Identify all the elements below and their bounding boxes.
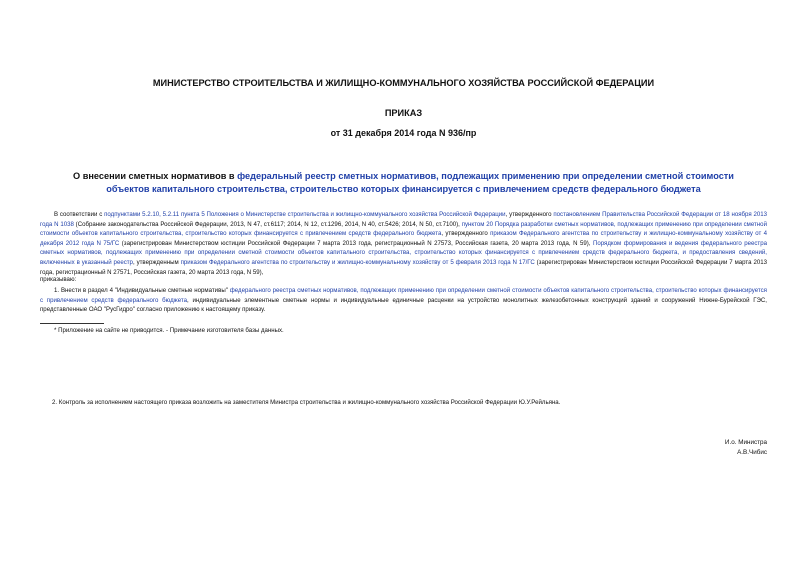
text: В соответствии с [54, 211, 105, 218]
link-federal-registry[interactable]: федерального реестра сметных нормативов, подлежащих применению при определении сметной стоимости объектов капитального строительства, строительство которых финансируется с привлечением средств федерального бюджета [40, 287, 767, 304]
text: (Собрание законодательства Российской Федерации, 2013, N 47, ст.6117; 2014, N 12, ст.1296, 2014, N 40, ст.5426; 2014, N 50, ст.7100), [73, 220, 462, 228]
text: , утвержденным [132, 258, 181, 266]
link-registry-procedure[interactable]: Порядком формирования и ведения федерального реестра сметных нормативов, подлежащих применению при определении сметной стоимости объектов капитального строительства, строительство которых финансируется с привлечением средств федерального бюджета, и предоставления сведений, включенных в указанный реестр [40, 239, 767, 266]
signatory-name: А.В.Чибис [737, 449, 767, 456]
text: 1. Внести в раздел 4 "Индивидуальные сметные нормативы" [54, 287, 230, 294]
text: , индивидуальные элементные сметные нормы и индивидуальные единичные расценки на устройство монолитных железобетонных конструкций зданий и сооружений Нижне-Бурейской ГЭС, представленные ОАО "РусГидро" согласно приложению к настоящему приказу. [40, 296, 767, 314]
link-order-75-gs[interactable]: приказом Федерального агентства по строительству и жилищно-коммунальному хозяйству от 4 декабря 2012 года N 75/ГС [40, 230, 767, 247]
link-order-17-gs[interactable]: приказом Федерального агентства по строительству и жилищно-коммунальному хозяйству от 5 февраля 2013 года N 17/ГС [180, 258, 535, 266]
point-2-paragraph: 2. Контроль за исполнением настоящего приказа возложить на заместителя Министра строительства и жилищно-коммунального хозяйства Российской Федерации Ю.У.Рейльяна. [52, 399, 561, 406]
heading-prefix: О внесении сметных нормативов в [73, 171, 238, 181]
point-1-paragraph [40, 286, 767, 315]
text: (зарегистрирован Министерством юстиции Российской Федерации 7 марта 2013 года, регистрационный N 27571, Российская газета, 20 марта 2013 года, N 59), [40, 258, 768, 276]
link-government-decree[interactable]: постановлением Правительства Российской Федерации от 18 ноября 2013 года N 1038 [40, 211, 768, 228]
order-date: от 31 декабря 2014 года N 936/пр [330, 128, 477, 138]
heading-link-federal-registry[interactable]: федеральный реестр сметных нормативов, подлежащих применению при определении сметной стоимости объектов капитального строительства, строительство которых финансируется с привлечением средств федерального бюджета [106, 171, 734, 194]
order-type: ПРИКАЗ [384, 108, 423, 118]
text: , утвержденного [441, 230, 491, 238]
signatory-position: И.о. Министра [724, 439, 767, 446]
ministry-title: МИНИСТЕРСТВО СТРОИТЕЛЬСТВА И ЖИЛИЩНО-КОММУНАЛЬНОГО ХОЗЯЙСТВА РОССИЙСКОЙ ФЕДЕРАЦИИ [152, 78, 655, 88]
order-heading [60, 170, 747, 195]
link-procedure-point-20[interactable]: пунктом 20 Порядка разработки сметных нормативов, подлежащих применению при определении сметной стоимости объектов капитального строительства, строительство которых финансируется с привлечением средств федерального бюджета [40, 220, 767, 238]
footnote: * Приложение на сайте не приводится. - Примечание изготовителя базы данных. [54, 327, 284, 334]
orders-word: приказываю: [40, 276, 77, 283]
link-subpoints-regulation[interactable]: подпунктами 5.2.10, 5.2.11 пункта 5 Положения о Министерстве строительства и жилищно-коммунального хозяйства Российской Федерации [104, 211, 506, 218]
text: (зарегистрирован Министерством юстиции Российской Федерации 7 марта 2013 года, регистрационный N 27573, Российская газета, 20 марта 2013 года, N 59), [119, 239, 593, 247]
preamble-paragraph [40, 210, 767, 277]
text: , утвержденного [505, 211, 554, 218]
footnote-divider [40, 323, 104, 324]
